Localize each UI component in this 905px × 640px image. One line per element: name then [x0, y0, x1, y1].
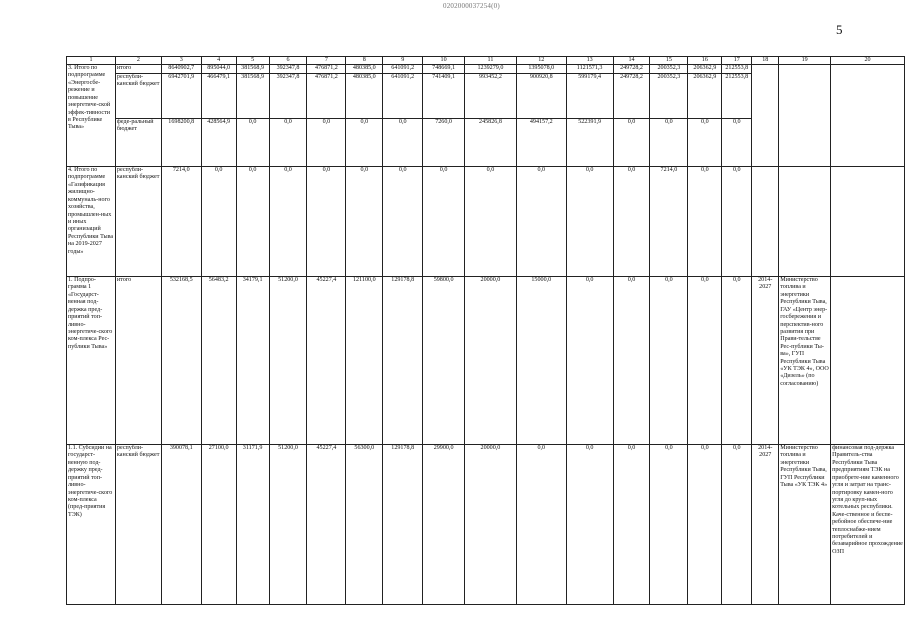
col-header: 13	[566, 57, 613, 65]
result-cell	[831, 277, 905, 445]
value-cell: 0,0	[722, 445, 752, 605]
value-cell: 200352,3	[650, 74, 688, 119]
value-cell: 494157,2	[516, 119, 566, 167]
result-cell	[831, 167, 905, 277]
value-cell: 249728,2	[613, 74, 650, 119]
funding-source: итого	[115, 277, 161, 445]
value-cell: 200352,3	[650, 65, 688, 74]
value-cell: 7214,0	[161, 167, 201, 277]
row-title: 1. Подпро-грамма 1 «Государст-венная под-держка пред-приятий топ-ливно-энергетиче-ского ком-плекса Рес-публики Тыва»	[67, 277, 116, 445]
value-cell: 0,0	[613, 167, 650, 277]
value-cell: 245826,8	[465, 119, 517, 167]
executor-cell: Министерство топлива и энергетики Республики Тыва, ГАУ «Центр энер-госбережения и перспектив-ного развития при Прави-тельстве Рес-публики Ты-ва», ГУП Республики Тыва «УК ТЭК 4», ООО «Дизель» (по согласованию)	[779, 277, 831, 445]
value-cell: 129178,8	[383, 445, 423, 605]
funding-source: республи-канский бюджет	[115, 167, 161, 277]
executor-cell	[779, 167, 831, 277]
value-cell: 56483,2	[201, 277, 236, 445]
value-cell: 0,0	[307, 167, 346, 277]
col-header: 9	[383, 57, 423, 65]
value-cell: 0,0	[613, 445, 650, 605]
col-header: 15	[650, 57, 688, 65]
value-cell: 1121571,3	[566, 65, 613, 74]
table-row	[67, 167, 905, 277]
result-cell: финансовая под-держка Правитель-ства Республики Тыва предприятиям ТЭК на приобрете-ние каменного угля и затрат на транс-портировку камен-ного угля до круп-ных котельных республики. Каче-ственное и беспе-ребойное обеспече-ние теплоснабже-нием потребителей и безаварийное прохождение ОЗП	[831, 445, 905, 605]
value-cell: 599179,4	[566, 74, 613, 119]
value-cell: 31171,9	[236, 445, 269, 605]
value-cell: 51200,0	[269, 445, 307, 605]
value-cell: 480385,0	[346, 65, 383, 74]
row-title: 4. Итого по подпрограмме «Газификация жилищно-коммуналь-ного хозяйства, промышлен-ных и иных организаций Республики Тыва на 2019-2027 годы»	[67, 167, 116, 277]
executor-cell: Министерство топлива и энергетики Республики Тыва, ГУП Республики Тыва «УК ТЭК 4»	[779, 445, 831, 605]
value-cell: 381568,9	[236, 65, 269, 74]
value-cell: 8640902,7	[161, 65, 201, 74]
value-cell: 0,0	[383, 167, 423, 277]
value-cell: 0,0	[650, 119, 688, 167]
value-cell: 0,0	[346, 119, 383, 167]
funding-source: республи-канский бюджет	[115, 74, 161, 119]
value-cell: 0,0	[650, 445, 688, 605]
value-cell: 20000,0	[465, 445, 517, 605]
period-cell	[752, 65, 779, 167]
value-cell: 748669,1	[423, 65, 465, 74]
col-header: 12	[516, 57, 566, 65]
value-cell: 0,0	[688, 445, 722, 605]
value-cell: 993452,2	[465, 74, 517, 119]
value-cell: 212553,8	[722, 74, 752, 119]
value-cell: 20000,0	[465, 277, 517, 445]
value-cell: 522391,9	[566, 119, 613, 167]
row-title: 1.1. Субсидии на государст-венную под-держку пред-приятий топ-ливно-энергетиче-ского ком-плекса (пред-приятия ТЭК)	[67, 445, 116, 605]
document-code: 0202000037254(0)	[443, 2, 500, 10]
value-cell: 27100,0	[201, 445, 236, 605]
period-cell: 2014-2027	[752, 277, 779, 445]
value-cell: 121100,0	[346, 277, 383, 445]
value-cell: 34179,1	[236, 277, 269, 445]
col-header: 11	[465, 57, 517, 65]
value-cell: 0,0	[613, 277, 650, 445]
col-header: 5	[236, 57, 269, 65]
value-cell: 900920,8	[516, 74, 566, 119]
value-cell: 381568,9	[236, 74, 269, 119]
col-header: 14	[613, 57, 650, 65]
value-cell: 0,0	[346, 167, 383, 277]
period-cell	[752, 167, 779, 277]
value-cell: 0,0	[201, 167, 236, 277]
col-header: 4	[201, 57, 236, 65]
header-row	[67, 57, 905, 65]
value-cell: 212553,8	[722, 65, 752, 74]
result-cell	[831, 65, 905, 167]
period-cell: 2014-2027	[752, 445, 779, 605]
value-cell: 0,0	[423, 167, 465, 277]
table-row	[67, 65, 905, 74]
value-cell: 0,0	[613, 119, 650, 167]
value-cell: 129178,8	[383, 277, 423, 445]
value-cell: 0,0	[516, 445, 566, 605]
col-header: 6	[269, 57, 307, 65]
value-cell: 0,0	[383, 119, 423, 167]
value-cell: 45227,4	[307, 445, 346, 605]
funding-source: феде-ральный бюджет	[115, 119, 161, 167]
value-cell: 59800,0	[423, 277, 465, 445]
col-header: 8	[346, 57, 383, 65]
col-header: 17	[722, 57, 752, 65]
col-header: 7	[307, 57, 346, 65]
funding-source: итого	[115, 65, 161, 74]
value-cell: 532168,5	[161, 277, 201, 445]
value-cell: 1239279,0	[465, 65, 517, 74]
col-header: 2	[115, 57, 161, 65]
value-cell: 0,0	[722, 167, 752, 277]
value-cell: 392347,8	[269, 65, 307, 74]
value-cell: 206362,9	[688, 65, 722, 74]
value-cell: 0,0	[722, 119, 752, 167]
value-cell: 7260,0	[423, 119, 465, 167]
value-cell: 1395078,0	[516, 65, 566, 74]
value-cell: 0,0	[516, 167, 566, 277]
col-header: 10	[423, 57, 465, 65]
value-cell: 0,0	[566, 445, 613, 605]
col-header: 18	[752, 57, 779, 65]
value-cell: 0,0	[236, 119, 269, 167]
value-cell: 1698200,8	[161, 119, 201, 167]
value-cell: 0,0	[650, 277, 688, 445]
funding-source: республи-канский бюджет	[115, 445, 161, 605]
col-header: 16	[688, 57, 722, 65]
value-cell: 392347,8	[269, 74, 307, 119]
value-cell: 7214,0	[650, 167, 688, 277]
value-cell: 0,0	[688, 167, 722, 277]
value-cell: 0,0	[566, 277, 613, 445]
value-cell: 56300,0	[346, 445, 383, 605]
value-cell: 741409,1	[423, 74, 465, 119]
value-cell: 480385,0	[346, 74, 383, 119]
value-cell: 0,0	[688, 119, 722, 167]
value-cell: 206362,9	[688, 74, 722, 119]
program-table	[66, 56, 905, 605]
value-cell: 466479,1	[201, 74, 236, 119]
value-cell: 641091,2	[383, 74, 423, 119]
executor-cell	[779, 65, 831, 167]
value-cell: 895044,0	[201, 65, 236, 74]
value-cell: 51200,0	[269, 277, 307, 445]
value-cell: 428564,9	[201, 119, 236, 167]
col-header: 19	[779, 57, 831, 65]
value-cell: 6942701,9	[161, 74, 201, 119]
value-cell: 641091,2	[383, 65, 423, 74]
value-cell: 0,0	[269, 167, 307, 277]
value-cell: 29900,0	[423, 445, 465, 605]
value-cell: 0,0	[566, 167, 613, 277]
value-cell: 476871,2	[307, 74, 346, 119]
value-cell: 45227,4	[307, 277, 346, 445]
value-cell: 0,0	[269, 119, 307, 167]
value-cell: 0,0	[688, 277, 722, 445]
col-header: 1	[67, 57, 116, 65]
table-row	[67, 277, 905, 445]
value-cell: 249728,2	[613, 65, 650, 74]
col-header: 20	[831, 57, 905, 65]
page-number: 5	[836, 22, 843, 37]
row-title: 3. Итого по подпрограмме «Энергосбе-режение и повышение энергетиче-ской эффек-тивности в Республике Тыва»	[67, 65, 116, 167]
value-cell: 0,0	[307, 119, 346, 167]
value-cell: 0,0	[722, 277, 752, 445]
value-cell: 0,0	[465, 167, 517, 277]
value-cell: 15000,0	[516, 277, 566, 445]
table-row	[67, 445, 905, 605]
col-header: 3	[161, 57, 201, 65]
value-cell: 390078,1	[161, 445, 201, 605]
value-cell: 476871,2	[307, 65, 346, 74]
value-cell: 0,0	[236, 167, 269, 277]
